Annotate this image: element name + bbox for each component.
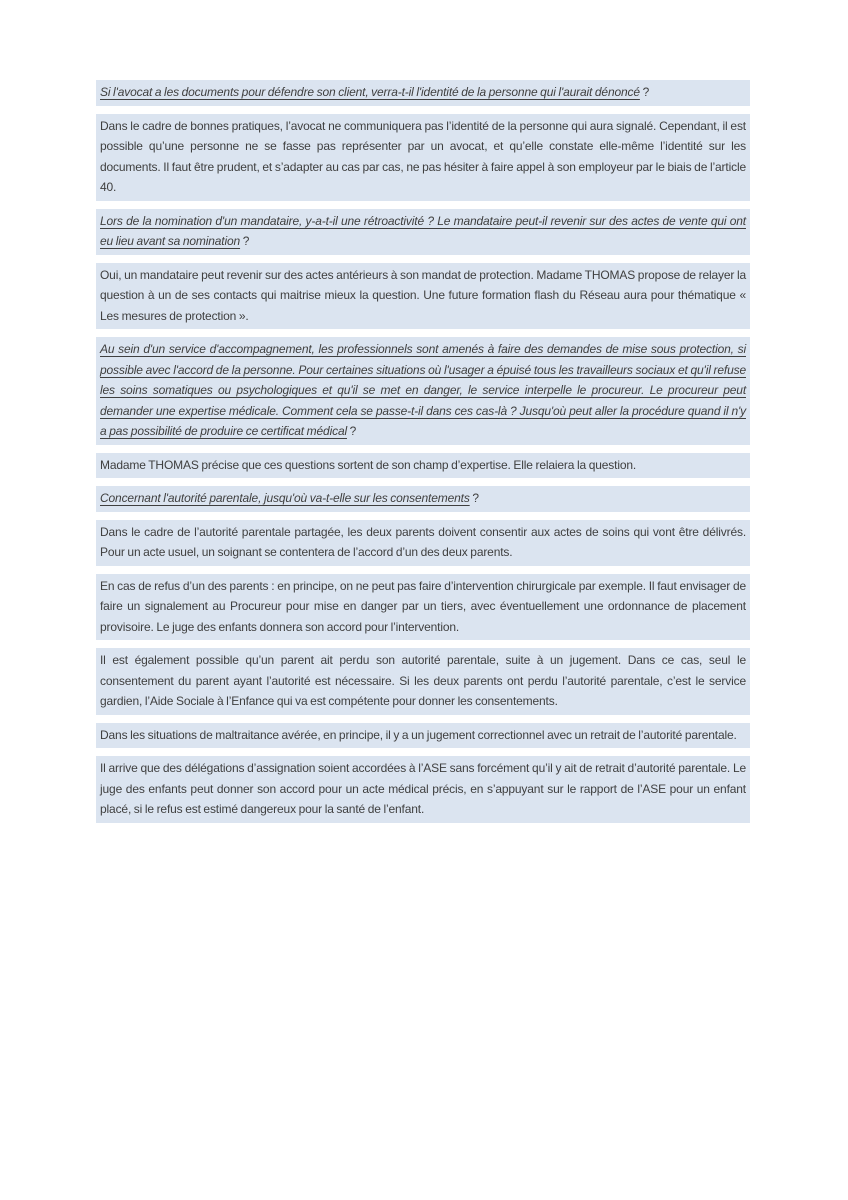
question-text: Lors de la nomination d'un mandataire, y-a-t-il une rétroactivité ? Le mandataire peut-il revenir sur des actes de vente qui ont eu lieu avant sa nomination — [100, 213, 746, 248]
answer-text: Oui, un mandataire peut revenir sur des actes antérieurs à son mandat de protection. Madame THOMAS propose de relayer la question à un de ses contacts qui maitrise mieux la question. Une future formation flash du Réseau aura pour thématique « Les mesures de protection ». — [100, 267, 746, 323]
question-paragraph — [96, 80, 750, 106]
question-text: Si l'avocat a les documents pour défendre son client, verra-t-il l'identité de la personne qui l'aurait dénoncé — [100, 85, 640, 99]
question-mark: ? — [469, 491, 479, 505]
answer-paragraph — [96, 114, 750, 201]
answer-paragraph — [96, 648, 750, 715]
answer-text: Il arrive que des délégations d’assignation soient accordées à l’ASE sans forcément qu’il y ait de retrait d’autorité parentale. Le juge des enfants peut donner son accord pour un acte médical précis, en s’appuyant sur le rapport de l’ASE pour un enfant placé, si le refus est estimé dangereux pour la santé de l’enfant. — [100, 761, 746, 816]
question-text: Au sein d'un service d'accompagnement, les professionnels sont amenés à faire des demandes de mise sous protection, si possible avec l'accord de la personne. Pour certaines situations où l'usager a épuisé tous les travailleurs sociaux et qu'il refuse les soins somatiques ou psychologiques et qu'il se met en danger, le service interpelle le procureur. Le procureur peut demander une expertise médicale. Comment cela se passe-t-il dans ces cas-là ? Jusqu'où peut aller la procédure quand il n'y a pas possibilité de produire ce certificat médical — [100, 342, 746, 438]
answer-text: Dans le cadre de l’autorité parentale partagée, les deux parents doivent consentir aux actes de soins qui vont être délivrés. Pour un acte usuel, un soignant se contentera de l’accord d’un des deux parents. — [100, 524, 746, 559]
answer-paragraph — [96, 520, 750, 566]
answer-text: Dans les situations de maltraitance avérée, en principe, il y a un jugement correctionnel avec un retrait de l’autorité parentale. — [100, 727, 737, 742]
answer-paragraph — [96, 574, 750, 641]
question-paragraph — [96, 337, 750, 445]
answer-paragraph — [96, 756, 750, 823]
answer-paragraph — [96, 263, 750, 330]
answer-text: Dans le cadre de bonnes pratiques, l’avocat ne communiquera pas l’identité de la personne qui aura signalé. Cependant, il est possible qu’une personne ne se fasse pas représenter par un avocat, et qu’elle constate elle-même l’identité sur les documents. Il faut être prudent, et s’adapter au cas par cas, ne pas hésiter à faire appel à son employeur par le biais de l’article 40. — [100, 118, 746, 194]
question-paragraph — [96, 486, 750, 512]
answer-paragraph — [96, 453, 750, 479]
question-text: Concernant l'autorité parentale, jusqu'où va-t-elle sur les consentements — [100, 491, 470, 505]
answer-text: Il est également possible qu’un parent ait perdu son autorité parentale, suite à un jugement. Dans ce cas, seul le consentement du parent ayant l’autorité est nécessaire. Si les deux parents ont perdu l’autorité parentale, c’est le service gardien, l’Aide Sociale à l’Enfance qui va est compétente pour donner les consentements. — [100, 653, 746, 708]
answer-text: Madame THOMAS précise que ces questions sortent de son champ d’expertise. Elle relaiera la question. — [100, 457, 637, 472]
document-body — [96, 80, 750, 831]
question-mark: ? — [346, 424, 357, 438]
question-mark: ? — [240, 234, 250, 248]
question-mark: ? — [639, 85, 650, 99]
answer-text: En cas de refus d’un des parents : en principe, on ne peut pas faire d’intervention chirurgicale par exemple. Il faut envisager de faire un signalement au Procureur pour mise en danger par un tiers, avec éventuellement une ordonnance de placement provisoire. Le juge des enfants donnera son accord pour l’intervention. — [100, 578, 746, 634]
question-paragraph — [96, 209, 750, 255]
answer-paragraph — [96, 723, 750, 749]
